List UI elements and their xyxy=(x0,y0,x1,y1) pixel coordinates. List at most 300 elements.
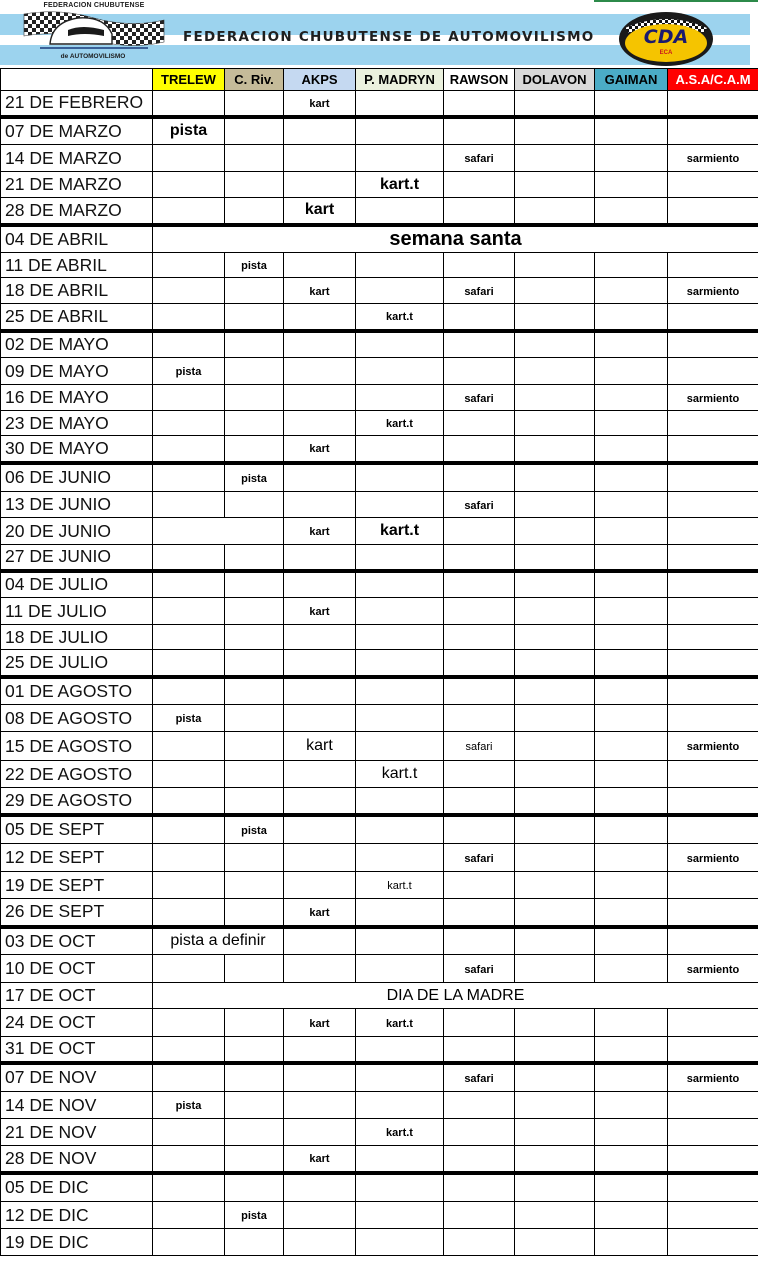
event-cell xyxy=(668,492,758,518)
event-cell xyxy=(153,625,225,650)
event-cell xyxy=(668,198,758,225)
event-cell xyxy=(284,91,356,117)
date-cell: 21 DE FEBRERO xyxy=(1,91,153,117)
event-cell xyxy=(356,1037,444,1063)
event-cell xyxy=(595,278,668,304)
event-cell xyxy=(225,411,284,436)
event-cell xyxy=(444,955,515,983)
date-cell: 31 DE OCT xyxy=(1,1037,153,1063)
event-cell xyxy=(595,436,668,463)
event-label: kart xyxy=(309,443,330,456)
event-cell xyxy=(595,198,668,225)
header-banner xyxy=(0,0,758,68)
event-cell xyxy=(356,198,444,225)
event-cell xyxy=(356,1202,444,1229)
event-cell xyxy=(225,598,284,625)
calendar-row xyxy=(1,1063,758,1092)
event-cell xyxy=(356,705,444,732)
event-label: kart xyxy=(309,906,330,919)
event-cell xyxy=(225,253,284,278)
event-cell xyxy=(284,1229,356,1256)
calendar-row xyxy=(1,1037,758,1063)
event-cell xyxy=(668,411,758,436)
calendar-row xyxy=(1,761,758,788)
calendar-row xyxy=(1,225,758,253)
event-cell xyxy=(153,1146,225,1173)
event-cell xyxy=(225,732,284,761)
race-calendar-table xyxy=(0,68,758,1256)
event-cell xyxy=(284,518,356,545)
event-cell xyxy=(153,358,225,385)
event-cell xyxy=(153,304,225,331)
event-cell xyxy=(515,1229,595,1256)
event-cell xyxy=(225,899,284,927)
event-label: safari xyxy=(464,963,494,976)
event-cell xyxy=(595,732,668,761)
event-cell xyxy=(444,145,515,172)
event-cell xyxy=(515,436,595,463)
event-cell xyxy=(668,1063,758,1092)
event-cell xyxy=(515,732,595,761)
event-label: kart xyxy=(309,97,330,110)
event-cell xyxy=(595,1009,668,1037)
calendar-row xyxy=(1,1229,758,1256)
event-cell xyxy=(284,955,356,983)
calendar-row xyxy=(1,844,758,872)
event-cell xyxy=(595,571,668,598)
event-label: pista xyxy=(175,366,202,378)
event-cell xyxy=(595,1119,668,1146)
event-cell xyxy=(356,1092,444,1119)
cda-logo-text: CDA xyxy=(643,26,689,48)
event-cell xyxy=(356,545,444,571)
event-cell xyxy=(225,815,284,844)
event-cell xyxy=(595,1229,668,1256)
event-cell xyxy=(284,1119,356,1146)
event-label: kart xyxy=(309,606,330,618)
calendar-row xyxy=(1,198,758,225)
event-cell xyxy=(356,955,444,983)
event-cell xyxy=(356,927,444,955)
event-cell xyxy=(153,788,225,815)
event-cell xyxy=(515,788,595,815)
event-label: kart xyxy=(309,526,330,538)
banner-top-line xyxy=(594,0,758,2)
calendar-body xyxy=(1,91,758,1256)
column-header-p-madryn: P. MADRYN xyxy=(356,69,444,91)
event-cell xyxy=(444,436,515,463)
event-cell xyxy=(444,761,515,788)
event-label: pista xyxy=(175,1100,202,1112)
event-cell xyxy=(284,872,356,899)
holiday-cell xyxy=(153,225,758,253)
event-cell xyxy=(284,358,356,385)
event-cell xyxy=(153,253,225,278)
event-cell xyxy=(356,872,444,899)
event-cell xyxy=(444,117,515,145)
event-cell xyxy=(153,117,225,145)
event-cell xyxy=(153,145,225,172)
event-cell xyxy=(153,172,225,198)
event-label: kart xyxy=(309,1017,330,1030)
event-cell xyxy=(668,172,758,198)
event-cell xyxy=(444,545,515,571)
event-cell xyxy=(595,815,668,844)
event-cell xyxy=(515,1146,595,1173)
event-label: sarmiento xyxy=(686,852,740,865)
event-cell xyxy=(595,1146,668,1173)
event-cell xyxy=(356,304,444,331)
date-column-header xyxy=(1,69,153,91)
date-cell: 16 DE MAYO xyxy=(1,385,153,411)
event-cell xyxy=(515,1063,595,1092)
event-cell xyxy=(153,761,225,788)
date-cell: 11 DE ABRIL xyxy=(1,253,153,278)
date-cell: 05 DE SEPT xyxy=(1,815,153,844)
event-cell xyxy=(444,705,515,732)
event-cell xyxy=(595,492,668,518)
event-cell xyxy=(444,625,515,650)
date-cell: 15 DE AGOSTO xyxy=(1,732,153,761)
event-cell xyxy=(356,518,444,545)
page-title: FEDERACION CHUBUTENSE DE AUTOMOVILISMO xyxy=(183,29,595,45)
event-cell xyxy=(284,899,356,927)
column-header-dolavon: DOLAVON xyxy=(515,69,595,91)
event-cell xyxy=(225,844,284,872)
event-label: kart xyxy=(306,737,333,754)
calendar-row xyxy=(1,1009,758,1037)
event-cell xyxy=(515,253,595,278)
event-cell xyxy=(595,955,668,983)
event-cell xyxy=(356,145,444,172)
event-cell xyxy=(153,492,225,518)
event-cell xyxy=(356,358,444,385)
calendar-row xyxy=(1,732,758,761)
event-cell xyxy=(595,253,668,278)
event-cell xyxy=(225,436,284,463)
date-cell: 05 DE DIC xyxy=(1,1173,153,1202)
event-cell xyxy=(284,732,356,761)
event-cell xyxy=(284,1146,356,1173)
event-cell xyxy=(225,1229,284,1256)
event-cell xyxy=(284,198,356,225)
event-cell xyxy=(356,788,444,815)
calendar-row xyxy=(1,571,758,598)
event-cell xyxy=(444,1146,515,1173)
event-label: kart.t xyxy=(386,418,413,430)
event-cell xyxy=(225,91,284,117)
calendar-row xyxy=(1,1173,758,1202)
calendar-row xyxy=(1,1202,758,1229)
event-label: pista xyxy=(169,122,208,140)
event-cell xyxy=(515,598,595,625)
event-cell xyxy=(284,545,356,571)
event-cell xyxy=(284,625,356,650)
event-cell xyxy=(153,411,225,436)
event-cell xyxy=(153,872,225,899)
event-cell xyxy=(356,117,444,145)
event-cell xyxy=(356,1009,444,1037)
event-cell xyxy=(284,844,356,872)
event-cell xyxy=(284,463,356,492)
event-cell xyxy=(356,650,444,677)
event-cell xyxy=(668,304,758,331)
event-cell xyxy=(444,732,515,761)
event-cell xyxy=(284,815,356,844)
event-cell xyxy=(515,145,595,172)
event-cell xyxy=(595,1092,668,1119)
event-cell xyxy=(356,899,444,927)
event-cell xyxy=(225,1092,284,1119)
event-cell xyxy=(668,278,758,304)
event-cell xyxy=(356,436,444,463)
event-cell xyxy=(515,545,595,571)
event-cell xyxy=(225,304,284,331)
event-cell xyxy=(668,844,758,872)
event-cell xyxy=(515,91,595,117)
event-cell xyxy=(515,1119,595,1146)
event-cell xyxy=(668,571,758,598)
event-cell xyxy=(515,385,595,411)
event-cell xyxy=(595,91,668,117)
event-cell xyxy=(356,1146,444,1173)
event-cell xyxy=(668,1229,758,1256)
date-cell: 19 DE SEPT xyxy=(1,872,153,899)
date-cell: 18 DE ABRIL xyxy=(1,278,153,304)
event-cell xyxy=(225,677,284,705)
event-cell xyxy=(284,331,356,358)
event-cell xyxy=(284,253,356,278)
event-cell xyxy=(153,1119,225,1146)
calendar-row xyxy=(1,815,758,844)
date-cell: 12 DE DIC xyxy=(1,1202,153,1229)
event-cell xyxy=(284,1063,356,1092)
date-cell: 12 DE SEPT xyxy=(1,844,153,872)
federation-logo-bottom-text: de AUTOMOVILISMO xyxy=(60,53,126,60)
calendar-row xyxy=(1,677,758,705)
date-cell: 13 DE JUNIO xyxy=(1,492,153,518)
event-cell xyxy=(668,815,758,844)
calendar-row xyxy=(1,436,758,463)
event-cell xyxy=(153,705,225,732)
event-cell xyxy=(225,1119,284,1146)
event-label: kart xyxy=(309,1153,330,1166)
event-cell xyxy=(356,411,444,436)
column-header-akps: AKPS xyxy=(284,69,356,91)
event-cell xyxy=(595,677,668,705)
event-label: sarmiento xyxy=(686,741,740,753)
event-cell xyxy=(595,172,668,198)
event-cell xyxy=(595,705,668,732)
event-cell xyxy=(153,198,225,225)
event-label: pista xyxy=(241,824,267,837)
calendar-row xyxy=(1,117,758,145)
event-cell xyxy=(356,463,444,492)
date-cell: 19 DE DIC xyxy=(1,1229,153,1256)
calendar-row xyxy=(1,872,758,899)
event-cell xyxy=(668,1173,758,1202)
event-cell xyxy=(356,732,444,761)
event-cell xyxy=(595,545,668,571)
event-cell xyxy=(153,463,225,492)
event-cell xyxy=(444,385,515,411)
event-cell xyxy=(515,358,595,385)
event-cell xyxy=(444,1202,515,1229)
event-cell xyxy=(595,927,668,955)
event-cell xyxy=(153,91,225,117)
event-cell xyxy=(668,117,758,145)
event-cell xyxy=(225,872,284,899)
event-cell xyxy=(668,1092,758,1119)
date-cell: 07 DE MARZO xyxy=(1,117,153,145)
event-cell xyxy=(444,598,515,625)
event-cell xyxy=(668,145,758,172)
event-label: sarmiento xyxy=(686,1072,740,1085)
date-cell: 18 DE JULIO xyxy=(1,625,153,650)
event-cell xyxy=(444,91,515,117)
event-cell xyxy=(444,927,515,955)
event-cell xyxy=(284,145,356,172)
calendar-row xyxy=(1,983,758,1009)
event-label: kart.t xyxy=(386,1127,413,1139)
column-header-a-s-a-c-a-m: A.S.A/C.A.M xyxy=(668,69,758,91)
event-cell xyxy=(668,872,758,899)
event-cell xyxy=(225,788,284,815)
event-cell xyxy=(153,1173,225,1202)
event-cell xyxy=(515,117,595,145)
event-cell xyxy=(515,872,595,899)
event-cell xyxy=(444,788,515,815)
event-cell xyxy=(515,463,595,492)
event-cell xyxy=(668,1119,758,1146)
date-cell: 20 DE JUNIO xyxy=(1,518,153,545)
event-cell xyxy=(153,1092,225,1119)
date-cell: 07 DE NOV xyxy=(1,1063,153,1092)
event-cell xyxy=(153,677,225,705)
date-cell: 29 DE AGOSTO xyxy=(1,788,153,815)
event-cell xyxy=(668,705,758,732)
event-cell xyxy=(225,117,284,145)
event-cell xyxy=(515,899,595,927)
event-cell xyxy=(225,705,284,732)
event-cell xyxy=(444,1119,515,1146)
calendar-row xyxy=(1,899,758,927)
event-cell xyxy=(153,732,225,761)
calendar-row xyxy=(1,650,758,677)
event-cell xyxy=(444,872,515,899)
event-label: safari xyxy=(464,153,494,165)
event-cell xyxy=(595,518,668,545)
event-cell xyxy=(225,198,284,225)
calendar-row xyxy=(1,172,758,198)
event-label: pista xyxy=(241,260,267,272)
event-cell xyxy=(356,91,444,117)
event-cell xyxy=(356,172,444,198)
holiday-label: DIA DE LA MADRE xyxy=(386,986,525,1004)
event-cell xyxy=(284,598,356,625)
event-cell xyxy=(153,1063,225,1092)
event-cell xyxy=(515,331,595,358)
event-cell xyxy=(356,625,444,650)
column-header-gaiman: GAIMAN xyxy=(595,69,668,91)
event-cell xyxy=(515,172,595,198)
event-cell xyxy=(515,198,595,225)
event-cell xyxy=(595,385,668,411)
event-cell xyxy=(225,650,284,677)
event-cell xyxy=(668,331,758,358)
event-cell xyxy=(284,117,356,145)
event-cell xyxy=(356,1119,444,1146)
event-cell xyxy=(515,1202,595,1229)
calendar-row xyxy=(1,331,758,358)
event-cell xyxy=(284,705,356,732)
event-cell xyxy=(515,1037,595,1063)
event-cell xyxy=(225,1202,284,1229)
date-cell: 21 DE NOV xyxy=(1,1119,153,1146)
event-cell xyxy=(284,436,356,463)
event-cell xyxy=(356,677,444,705)
calendar-row xyxy=(1,145,758,172)
calendar-row xyxy=(1,705,758,732)
event-label: kart.t xyxy=(381,765,418,782)
cda-logo xyxy=(617,8,715,68)
calendar-row xyxy=(1,278,758,304)
event-cell xyxy=(595,117,668,145)
date-cell: 10 DE OCT xyxy=(1,955,153,983)
event-cell xyxy=(595,411,668,436)
event-cell xyxy=(595,625,668,650)
event-cell xyxy=(153,1009,225,1037)
event-cell xyxy=(225,172,284,198)
event-cell xyxy=(668,761,758,788)
event-cell xyxy=(668,788,758,815)
calendar-row xyxy=(1,91,758,117)
event-cell xyxy=(284,1202,356,1229)
column-header-c-riv: C. Riv. xyxy=(225,69,284,91)
event-cell xyxy=(284,1037,356,1063)
event-label: pista xyxy=(175,713,202,725)
event-cell xyxy=(284,385,356,411)
event-cell xyxy=(153,1229,225,1256)
event-cell xyxy=(284,492,356,518)
date-cell: 23 DE MAYO xyxy=(1,411,153,436)
event-cell xyxy=(444,899,515,927)
calendar-row xyxy=(1,788,758,815)
event-cell xyxy=(515,1009,595,1037)
event-cell xyxy=(225,358,284,385)
event-label: kart.t xyxy=(379,175,420,193)
event-cell xyxy=(515,815,595,844)
date-cell: 03 DE OCT xyxy=(1,927,153,955)
event-label: kart xyxy=(304,201,335,219)
event-cell xyxy=(668,385,758,411)
event-label: safari xyxy=(464,852,494,865)
event-cell xyxy=(515,927,595,955)
event-cell xyxy=(595,331,668,358)
date-cell: 06 DE JUNIO xyxy=(1,463,153,492)
event-cell xyxy=(225,331,284,358)
event-cell xyxy=(668,1037,758,1063)
column-header-rawson: RAWSON xyxy=(444,69,515,91)
event-cell xyxy=(668,732,758,761)
date-cell: 21 DE MARZO xyxy=(1,172,153,198)
calendar-row xyxy=(1,411,758,436)
event-cell xyxy=(668,625,758,650)
event-cell xyxy=(225,571,284,598)
date-cell: 02 DE MAYO xyxy=(1,331,153,358)
event-cell xyxy=(515,844,595,872)
event-cell xyxy=(225,1009,284,1037)
